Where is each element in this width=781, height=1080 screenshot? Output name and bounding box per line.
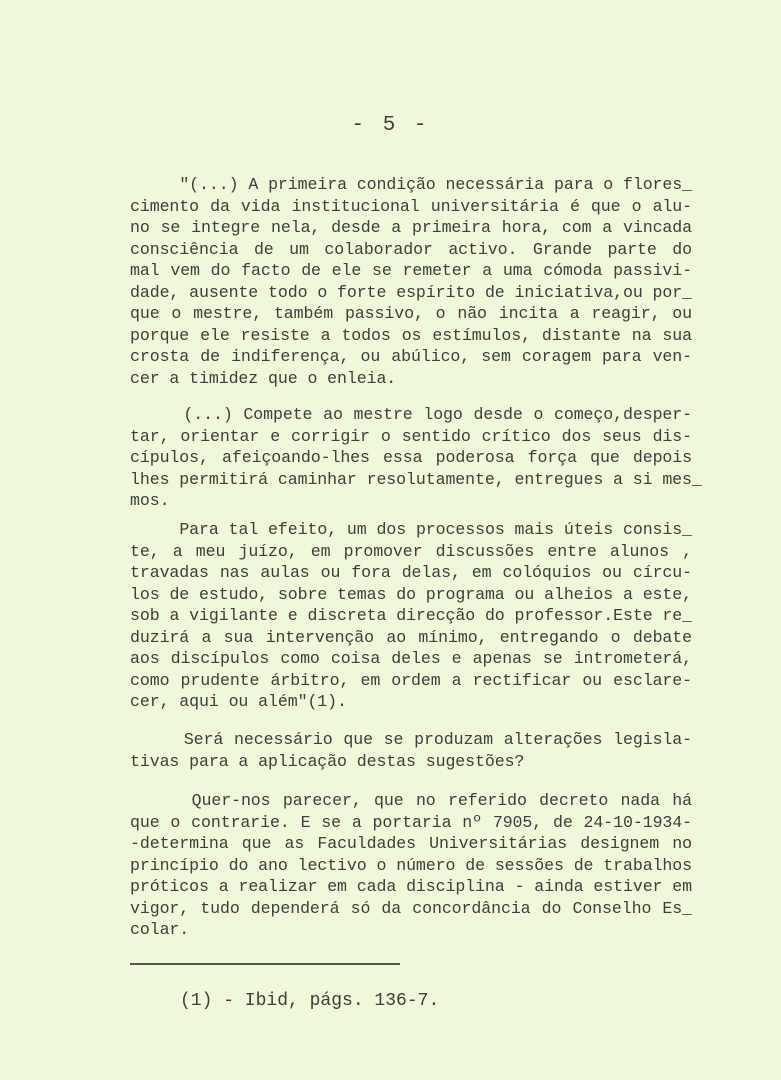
- text-line: princípio do ano lectivo o número de sessões de trabalhos: [130, 855, 692, 875]
- text-line: tar, orientar e corrigir o sentido crítico dos seus dis-: [130, 426, 692, 446]
- text-line: sob a vigilante e discreta direcção do professor.Este re_: [130, 606, 692, 625]
- text-line: consciência de um colaborador activo. Grande parte do: [130, 239, 692, 259]
- text-line: Para tal efeito, um dos processos mais úteis consis_: [130, 520, 692, 539]
- text-line: lhes permitirá caminhar resolutamente, entregues a si mes_: [130, 469, 702, 489]
- text-line: porque ele resiste a todos os estímulos, distante na sua: [130, 325, 692, 345]
- text-line: vigor, tudo dependerá só da concordância do Conselho Es_: [130, 898, 692, 918]
- text-line: próticos a realizar em cada disciplina - ainda estiver em: [130, 877, 692, 896]
- paragraph-question: [130, 729, 692, 772]
- text-line: crosta de indiferença, ou abúlico, sem coragem para ven-: [130, 347, 692, 366]
- text-line: cer, aqui ou além"(1).: [130, 692, 347, 711]
- text-line: Será necessário que se produzam alterações legisla-: [130, 730, 692, 749]
- text-line: como prudente árbitro, em ordem a rectificar ou esclare-: [130, 670, 692, 690]
- text-line: "(...) A primeira condição necessária para o flores_: [130, 175, 692, 194]
- text-line: aos discípulos como coisa deles e apenas se intrometerá,: [130, 649, 692, 668]
- paragraph-quote-2: [130, 404, 702, 512]
- text-line: (...) Compete ao mestre logo desde o começo,desper-: [130, 405, 692, 424]
- text-line: tivas para a aplicação destas sugestões?: [130, 751, 525, 771]
- paragraph-quote-1: [130, 174, 692, 389]
- footnote: (1) - Ibid, págs. 136-7.: [180, 991, 440, 1011]
- text-line: cípulos, afeiçoando-lhes essa poderosa força que depois: [130, 448, 692, 467]
- paragraph-quote-3: [130, 519, 692, 713]
- text-line: dade, ausente todo o forte espírito de iniciativa,ou por_: [130, 282, 692, 302]
- text-line: colar.: [130, 920, 190, 939]
- text-line: no se integre nela, desde a primeira hora, com a vincada: [130, 218, 692, 237]
- paragraph-conclusion: [130, 790, 692, 941]
- text-line: cimento da vida institucional universitária é que o alu-: [130, 196, 692, 216]
- text-line: mos.: [130, 491, 170, 510]
- text-line: travadas nas aulas ou fora delas, em colóquios ou círcu-: [130, 563, 692, 582]
- text-line: Quer-nos parecer, que no referido decreto nada há: [130, 791, 692, 810]
- text-line: mal vem do facto de ele se remeter a uma cómoda passivi-: [130, 261, 692, 280]
- text-line: cer a timidez que o enleia.: [130, 368, 397, 388]
- footnote-rule: [130, 963, 400, 965]
- text-line: que o contrarie. E se a portaria nº 7905, de 24-10-1934-: [130, 812, 692, 832]
- text-line: duzirá a sua intervenção ao mínimo, entregando o debate: [130, 627, 692, 647]
- text-line: que o mestre, também passivo, o não incita a reagir, ou: [130, 304, 692, 323]
- text-line: los de estudo, sobre temas do programa ou alheios a este,: [130, 584, 692, 604]
- text-line: -determina que as Faculdades Universitárias designem no: [130, 834, 692, 853]
- text-line: te, a meu juízo, em promover discussões entre alunos ,: [130, 541, 692, 561]
- page-number: - 5 -: [351, 114, 430, 137]
